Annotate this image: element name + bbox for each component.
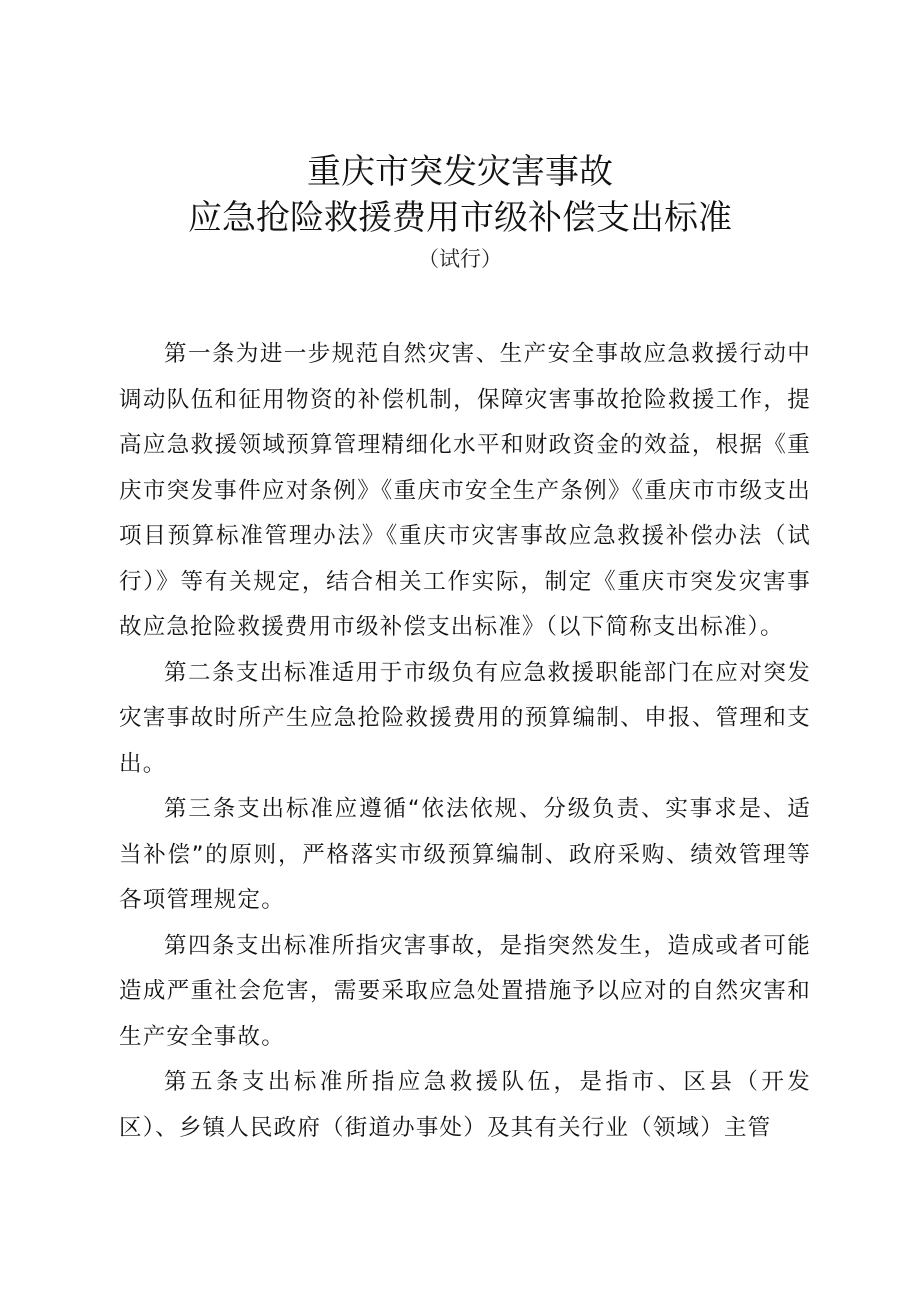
article-5-paragraph: 第五条支出标准所指应急救援队伍，是指市、区县（开发区）、乡镇人民政府（街道办事处）及其有关行业（领域）主管 [119, 1069, 811, 1141]
document-subtitle: （试行） [418, 247, 502, 271]
document-title-line-1: 重庆市突发灾害事故 [307, 152, 613, 192]
article-4-paragraph: 第四条支出标准所指灾害事故，是指突然发生，造成或者可能造成严重社会危害，需要采取应急处置措施予以应对的自然灾害和生产安全事故。 [119, 932, 811, 1050]
document-title-line-2: 应急抢险救援费用市级补偿支出标准 [188, 198, 732, 238]
document-body [119, 332, 811, 1151]
article-3-paragraph: 第三条支出标准应遵循“依法依规、分级负责、实事求是、适当补偿”的原则，严格落实市级预算编制、政府采购、绩效管理等各项管理规定。 [119, 796, 811, 913]
article-1-paragraph: 第一条为进一步规范自然灾害、生产安全事故应急救援行动中调动队伍和征用物资的补偿机制，保障灾害事故抢险救援工作，提高应急救援领域预算管理精细化水平和财政资金的效益，根据《重庆市突发事件应对条例》《重庆市安全生产条例》《重庆市市级支出项目预算标准管理办法》《重庆市灾害事故应急救援补偿办法（试行）》等有关规定，结合相关工作实际，制定《重庆市突发灾害事故应急抢险救援费用市级补偿支出标准》（以下简称支出标准）。 [119, 341, 811, 640]
article-2-paragraph: 第二条支出标准适用于市级负有应急救援职能部门在应对突发灾害事故时所产生应急抢险救援费用的预算编制、申报、管理和支出。 [119, 659, 811, 777]
